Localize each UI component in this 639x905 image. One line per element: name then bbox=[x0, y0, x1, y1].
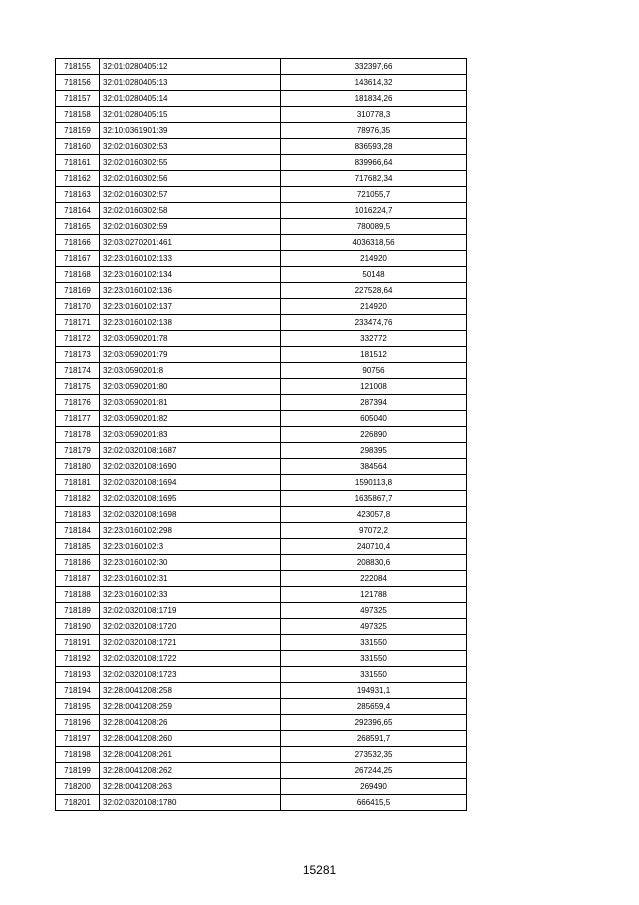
cadastral-value-cell: 222084 bbox=[281, 571, 467, 587]
table-row bbox=[56, 571, 467, 587]
row-number-cell: 718156 bbox=[56, 75, 100, 91]
cadastral-number-cell: 32:28:0041208:259 bbox=[100, 699, 281, 715]
table-row bbox=[56, 251, 467, 267]
cadastral-value-cell: 267244,25 bbox=[281, 763, 467, 779]
cadastral-number-cell: 32:28:0041208:260 bbox=[100, 731, 281, 747]
table-row bbox=[56, 235, 467, 251]
cadastral-value-cell: 233474,76 bbox=[281, 315, 467, 331]
cadastral-value-cell: 605040 bbox=[281, 411, 467, 427]
table-row bbox=[56, 219, 467, 235]
table-row bbox=[56, 747, 467, 763]
table-row bbox=[56, 635, 467, 651]
page-number: 15281 bbox=[302, 863, 337, 877]
row-number-cell: 718192 bbox=[56, 651, 100, 667]
row-number-cell: 718185 bbox=[56, 539, 100, 555]
cadastral-number-cell: 32:23:0160102:134 bbox=[100, 267, 281, 283]
table-row bbox=[56, 539, 467, 555]
row-number-cell: 718188 bbox=[56, 587, 100, 603]
cadastral-number-cell: 32:23:0160102:136 bbox=[100, 283, 281, 299]
table-row bbox=[56, 411, 467, 427]
table-row bbox=[56, 203, 467, 219]
table-row bbox=[56, 347, 467, 363]
cadastral-value-cell: 226890 bbox=[281, 427, 467, 443]
row-number-cell: 718173 bbox=[56, 347, 100, 363]
table-row bbox=[56, 107, 467, 123]
row-number-cell: 718186 bbox=[56, 555, 100, 571]
table-row bbox=[56, 651, 467, 667]
row-number-cell: 718155 bbox=[56, 59, 100, 75]
table-row bbox=[56, 475, 467, 491]
table-row bbox=[56, 715, 467, 731]
cadastral-number-cell: 32:23:0160102:31 bbox=[100, 571, 281, 587]
table-row bbox=[56, 91, 467, 107]
cadastral-value-cell: 666415,5 bbox=[281, 795, 467, 811]
row-number-cell: 718163 bbox=[56, 187, 100, 203]
row-number-cell: 718157 bbox=[56, 91, 100, 107]
cadastral-value-cell: 1016224,7 bbox=[281, 203, 467, 219]
cadastral-value-cell: 1590113,8 bbox=[281, 475, 467, 491]
cadastral-value-cell: 332772 bbox=[281, 331, 467, 347]
cadastral-number-cell: 32:03:0590201:83 bbox=[100, 427, 281, 443]
table-row bbox=[56, 171, 467, 187]
cadastral-value-cell: 240710,4 bbox=[281, 539, 467, 555]
row-number-cell: 718191 bbox=[56, 635, 100, 651]
row-number-cell: 718199 bbox=[56, 763, 100, 779]
cadastral-number-cell: 32:02:0160302:58 bbox=[100, 203, 281, 219]
cadastral-number-cell: 32:01:0280405:14 bbox=[100, 91, 281, 107]
table-row bbox=[56, 75, 467, 91]
table-row bbox=[56, 619, 467, 635]
row-number-cell: 718201 bbox=[56, 795, 100, 811]
cadastral-number-cell: 32:28:0041208:263 bbox=[100, 779, 281, 795]
row-number-cell: 718200 bbox=[56, 779, 100, 795]
cadastral-number-cell: 32:02:0160302:53 bbox=[100, 139, 281, 155]
cadastral-value-cell: 1635867,7 bbox=[281, 491, 467, 507]
cadastral-number-cell: 32:03:0590201:82 bbox=[100, 411, 281, 427]
table-row bbox=[56, 395, 467, 411]
cadastral-value-cell: 717682,34 bbox=[281, 171, 467, 187]
cadastral-number-cell: 32:28:0041208:258 bbox=[100, 683, 281, 699]
table-row bbox=[56, 379, 467, 395]
cadastral-value-cell: 4036318,56 bbox=[281, 235, 467, 251]
row-number-cell: 718160 bbox=[56, 139, 100, 155]
table-row bbox=[56, 139, 467, 155]
cadastral-number-cell: 32:23:0160102:133 bbox=[100, 251, 281, 267]
table-row bbox=[56, 779, 467, 795]
row-number-cell: 718177 bbox=[56, 411, 100, 427]
table-row bbox=[56, 267, 467, 283]
table-row bbox=[56, 155, 467, 171]
cadastral-number-cell: 32:01:0280405:12 bbox=[100, 59, 281, 75]
row-number-cell: 718183 bbox=[56, 507, 100, 523]
cadastral-number-cell: 32:28:0041208:26 bbox=[100, 715, 281, 731]
cadastral-number-cell: 32:02:0320108:1721 bbox=[100, 635, 281, 651]
cadastral-number-cell: 32:23:0160102:298 bbox=[100, 523, 281, 539]
table-row bbox=[56, 507, 467, 523]
cadastral-value-cell: 214920 bbox=[281, 251, 467, 267]
row-number-cell: 718193 bbox=[56, 667, 100, 683]
row-number-cell: 718168 bbox=[56, 267, 100, 283]
cadastral-number-cell: 32:28:0041208:262 bbox=[100, 763, 281, 779]
cadastral-value-cell: 423057,8 bbox=[281, 507, 467, 523]
cadastral-value-cell: 285659,4 bbox=[281, 699, 467, 715]
table-row bbox=[56, 331, 467, 347]
cadastral-number-cell: 32:23:0160102:33 bbox=[100, 587, 281, 603]
row-number-cell: 718164 bbox=[56, 203, 100, 219]
cadastral-value-cell: 97072,2 bbox=[281, 523, 467, 539]
cadastral-value-cell: 497325 bbox=[281, 619, 467, 635]
table-row bbox=[56, 427, 467, 443]
cadastral-value-cell: 194931,1 bbox=[281, 683, 467, 699]
row-number-cell: 718194 bbox=[56, 683, 100, 699]
cadastral-number-cell: 32:03:0590201:79 bbox=[100, 347, 281, 363]
table-row bbox=[56, 763, 467, 779]
cadastral-number-cell: 32:28:0041208:261 bbox=[100, 747, 281, 763]
row-number-cell: 718184 bbox=[56, 523, 100, 539]
cadastral-number-cell: 32:02:0320108:1695 bbox=[100, 491, 281, 507]
row-number-cell: 718171 bbox=[56, 315, 100, 331]
cadastral-value-cell: 721055,7 bbox=[281, 187, 467, 203]
table-row bbox=[56, 795, 467, 811]
cadastral-number-cell: 32:02:0160302:57 bbox=[100, 187, 281, 203]
table-row bbox=[56, 555, 467, 571]
row-number-cell: 718198 bbox=[56, 747, 100, 763]
cadastral-value-cell: 214920 bbox=[281, 299, 467, 315]
table-row bbox=[56, 603, 467, 619]
cadastral-number-cell: 32:03:0590201:81 bbox=[100, 395, 281, 411]
cadastral-number-cell: 32:03:0590201:80 bbox=[100, 379, 281, 395]
cadastral-number-cell: 32:02:0320108:1698 bbox=[100, 507, 281, 523]
cadastral-value-cell: 298395 bbox=[281, 443, 467, 459]
cadastral-value-cell: 181512 bbox=[281, 347, 467, 363]
table-row bbox=[56, 683, 467, 699]
cadastral-number-cell: 32:23:0160102:30 bbox=[100, 555, 281, 571]
cadastral-number-cell: 32:02:0320108:1720 bbox=[100, 619, 281, 635]
cadastral-value-cell: 269490 bbox=[281, 779, 467, 795]
table-row bbox=[56, 459, 467, 475]
row-number-cell: 718187 bbox=[56, 571, 100, 587]
row-number-cell: 718181 bbox=[56, 475, 100, 491]
row-number-cell: 718172 bbox=[56, 331, 100, 347]
cadastral-value-cell: 292396,65 bbox=[281, 715, 467, 731]
cadastral-number-cell: 32:02:0160302:55 bbox=[100, 155, 281, 171]
row-number-cell: 718175 bbox=[56, 379, 100, 395]
cadastral-number-cell: 32:01:0280405:13 bbox=[100, 75, 281, 91]
cadastral-number-cell: 32:03:0590201:78 bbox=[100, 331, 281, 347]
table-row bbox=[56, 587, 467, 603]
row-number-cell: 718167 bbox=[56, 251, 100, 267]
cadastral-value-cell: 268591,7 bbox=[281, 731, 467, 747]
row-number-cell: 718195 bbox=[56, 699, 100, 715]
cadastral-value-cell: 310778,3 bbox=[281, 107, 467, 123]
table-row bbox=[56, 491, 467, 507]
cadastral-value-cell: 121788 bbox=[281, 587, 467, 603]
cadastral-number-cell: 32:01:0280405:15 bbox=[100, 107, 281, 123]
cadastral-value-cell: 497325 bbox=[281, 603, 467, 619]
table-row bbox=[56, 315, 467, 331]
cadastral-number-cell: 32:02:0320108:1687 bbox=[100, 443, 281, 459]
row-number-cell: 718176 bbox=[56, 395, 100, 411]
row-number-cell: 718196 bbox=[56, 715, 100, 731]
row-number-cell: 718162 bbox=[56, 171, 100, 187]
row-number-cell: 718182 bbox=[56, 491, 100, 507]
cadastral-value-cell: 780089,5 bbox=[281, 219, 467, 235]
cadastral-value-cell: 836593,28 bbox=[281, 139, 467, 155]
table-row bbox=[56, 283, 467, 299]
cadastral-value-cell: 227528,64 bbox=[281, 283, 467, 299]
cadastral-number-cell: 32:03:0590201:8 bbox=[100, 363, 281, 379]
row-number-cell: 718170 bbox=[56, 299, 100, 315]
cadastral-number-cell: 32:02:0320108:1719 bbox=[100, 603, 281, 619]
cadastral-number-cell: 32:02:0320108:1780 bbox=[100, 795, 281, 811]
cadastral-number-cell: 32:23:0160102:3 bbox=[100, 539, 281, 555]
cadastral-number-cell: 32:02:0320108:1723 bbox=[100, 667, 281, 683]
table-row bbox=[56, 731, 467, 747]
cadastral-value-cell: 331550 bbox=[281, 667, 467, 683]
row-number-cell: 718166 bbox=[56, 235, 100, 251]
table-row bbox=[56, 523, 467, 539]
row-number-cell: 718158 bbox=[56, 107, 100, 123]
cadastral-value-table bbox=[55, 58, 467, 811]
table-row bbox=[56, 699, 467, 715]
cadastral-value-cell: 121008 bbox=[281, 379, 467, 395]
row-number-cell: 718174 bbox=[56, 363, 100, 379]
row-number-cell: 718189 bbox=[56, 603, 100, 619]
cadastral-value-cell: 287394 bbox=[281, 395, 467, 411]
cadastral-number-cell: 32:02:0320108:1690 bbox=[100, 459, 281, 475]
row-number-cell: 718190 bbox=[56, 619, 100, 635]
cadastral-value-cell: 90756 bbox=[281, 363, 467, 379]
row-number-cell: 718161 bbox=[56, 155, 100, 171]
cadastral-number-cell: 32:10:0361901:39 bbox=[100, 123, 281, 139]
cadastral-value-cell: 50148 bbox=[281, 267, 467, 283]
table-row bbox=[56, 299, 467, 315]
cadastral-number-cell: 32:02:0320108:1722 bbox=[100, 651, 281, 667]
table-row bbox=[56, 443, 467, 459]
cadastral-number-cell: 32:02:0320108:1694 bbox=[100, 475, 281, 491]
row-number-cell: 718169 bbox=[56, 283, 100, 299]
cadastral-number-cell: 32:02:0160302:56 bbox=[100, 171, 281, 187]
cadastral-number-cell: 32:23:0160102:138 bbox=[100, 315, 281, 331]
row-number-cell: 718197 bbox=[56, 731, 100, 747]
cadastral-value-cell: 839966,64 bbox=[281, 155, 467, 171]
cadastral-value-cell: 181834,26 bbox=[281, 91, 467, 107]
cadastral-value-cell: 208830,6 bbox=[281, 555, 467, 571]
cadastral-number-cell: 32:03:0270201:461 bbox=[100, 235, 281, 251]
row-number-cell: 718178 bbox=[56, 427, 100, 443]
table-row bbox=[56, 667, 467, 683]
table-row bbox=[56, 363, 467, 379]
cadastral-value-cell: 78976,35 bbox=[281, 123, 467, 139]
table-row bbox=[56, 187, 467, 203]
cadastral-value-cell: 331550 bbox=[281, 635, 467, 651]
cadastral-value-cell: 331550 bbox=[281, 651, 467, 667]
table-row bbox=[56, 59, 467, 75]
cadastral-value-cell: 384564 bbox=[281, 459, 467, 475]
row-number-cell: 718159 bbox=[56, 123, 100, 139]
cadastral-number-cell: 32:02:0160302:59 bbox=[100, 219, 281, 235]
cadastral-value-cell: 143614,32 bbox=[281, 75, 467, 91]
row-number-cell: 718180 bbox=[56, 459, 100, 475]
table-row bbox=[56, 123, 467, 139]
table-body bbox=[56, 59, 467, 811]
row-number-cell: 718165 bbox=[56, 219, 100, 235]
row-number-cell: 718179 bbox=[56, 443, 100, 459]
cadastral-value-cell: 332397,66 bbox=[281, 59, 467, 75]
cadastral-number-cell: 32:23:0160102:137 bbox=[100, 299, 281, 315]
cadastral-value-cell: 273532,35 bbox=[281, 747, 467, 763]
